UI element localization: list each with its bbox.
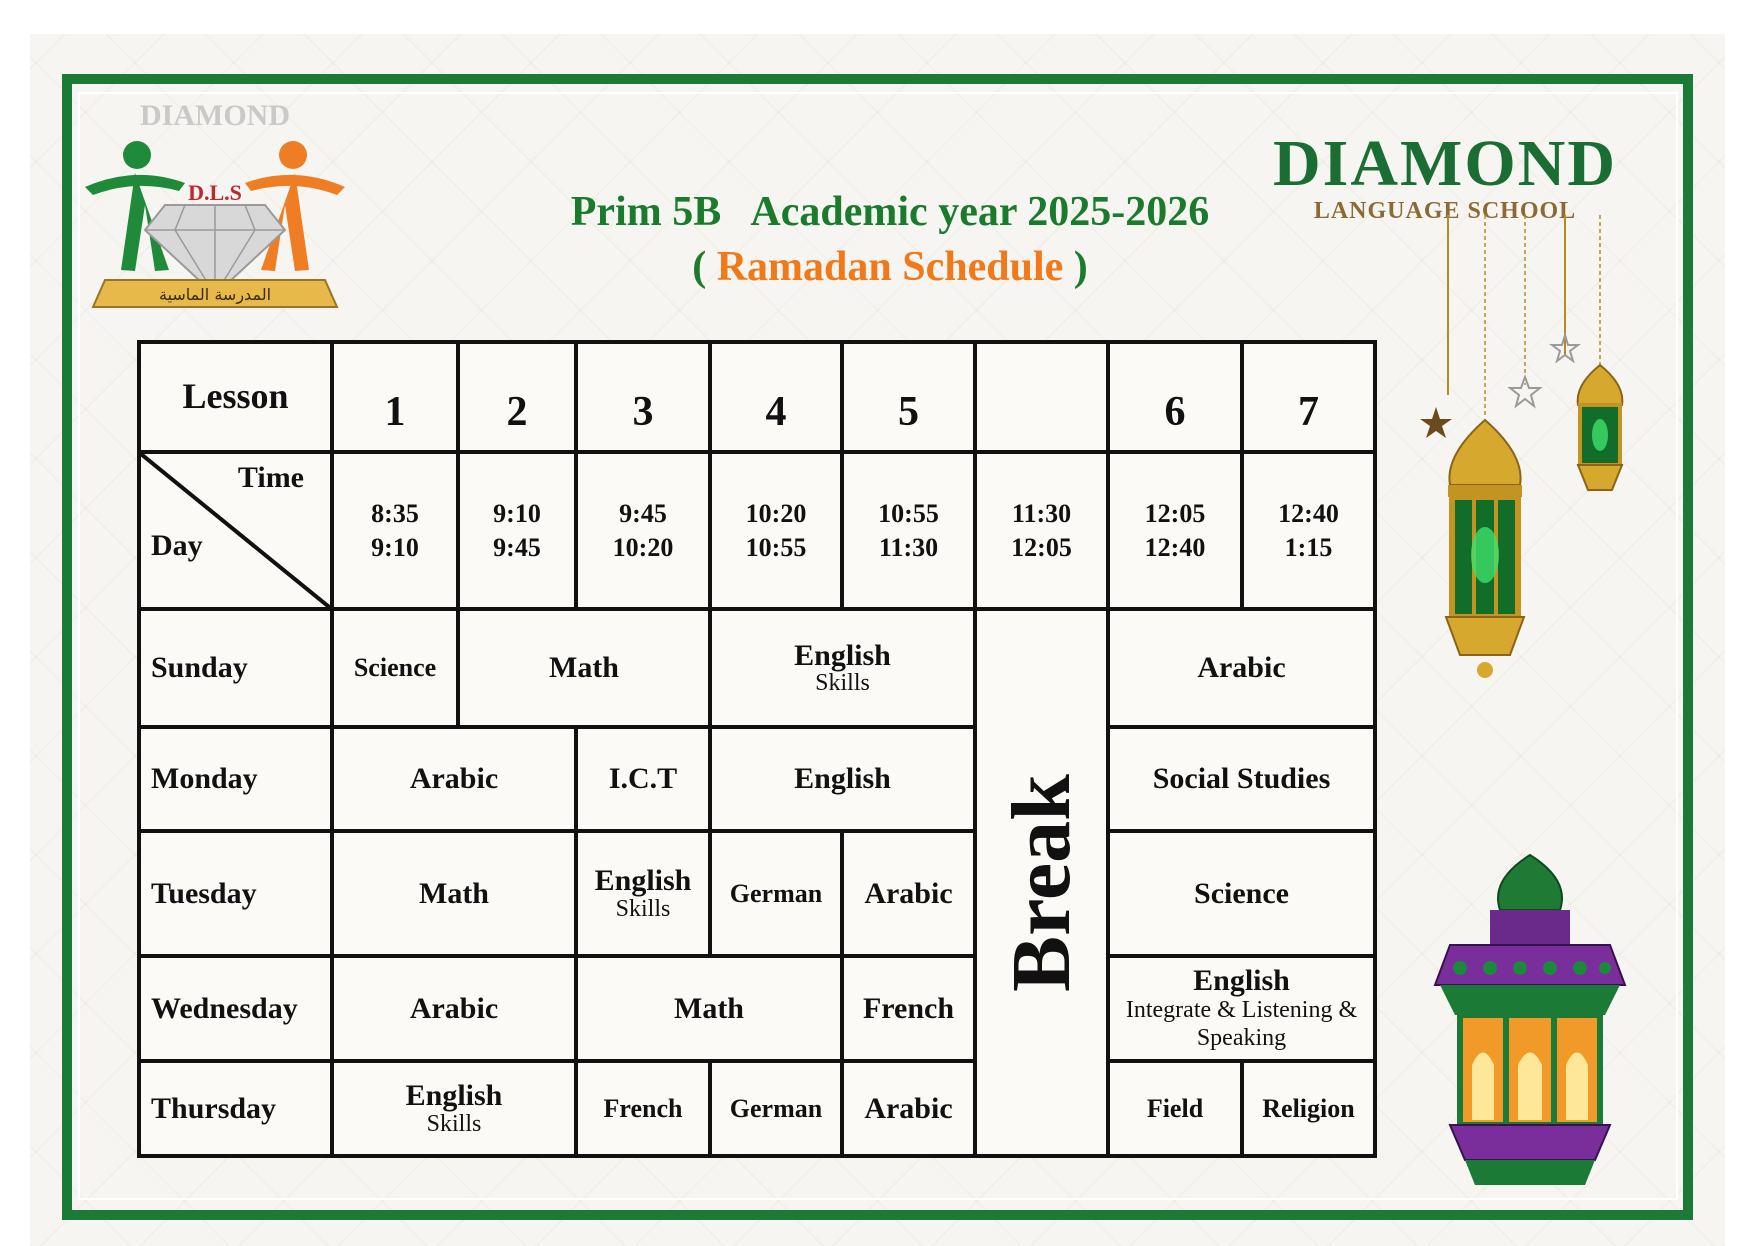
class-cell: I.C.T <box>576 727 710 831</box>
class-detail: Skills <box>815 670 870 697</box>
class-cell: Arabic <box>332 727 576 831</box>
break-label: Break <box>994 773 1088 992</box>
time-start: 12:05 <box>1144 498 1206 528</box>
day-row-thursday <box>139 1061 1375 1156</box>
lesson-number: 2 <box>458 342 576 452</box>
class-cell: Arabic <box>1108 609 1375 727</box>
class-cell: Field <box>1108 1061 1242 1156</box>
time-end: 11:30 <box>878 532 939 562</box>
time-slot <box>1242 452 1375 609</box>
class-cell: Religion <box>1242 1061 1375 1156</box>
star-icon <box>1510 377 1540 406</box>
class-cell: Social Studies <box>1108 727 1375 831</box>
class-cell: Arabic <box>842 1061 975 1156</box>
time-start: 9:45 <box>619 498 667 528</box>
day-row-sunday <box>139 609 1375 727</box>
time-slot <box>1108 452 1242 609</box>
class-cell: French <box>842 956 975 1061</box>
day-row-wednesday <box>139 956 1375 1061</box>
time-start: 10:20 <box>745 498 807 528</box>
time-end: 12:05 <box>1011 532 1072 562</box>
star-icon <box>1420 407 1452 438</box>
class-subject: English <box>1193 963 1290 997</box>
logo-watermark-text: DIAMOND <box>140 99 290 132</box>
lesson-number: 5 <box>842 342 975 452</box>
break-column <box>975 609 1108 1156</box>
day-name: Wednesday <box>139 956 332 1061</box>
class-cell: German <box>710 831 842 956</box>
time-end: 10:20 <box>612 532 674 562</box>
class-cell: Science <box>332 609 458 727</box>
time-row <box>139 452 1375 609</box>
time-slot-break <box>975 452 1108 609</box>
gold-lantern-small-icon <box>1578 365 1623 490</box>
ramadan-lantern-decoration <box>1420 850 1640 1200</box>
time-start: 11:30 <box>1011 498 1072 528</box>
time-end: 1:15 <box>1284 532 1333 562</box>
class-cell: Arabic <box>842 831 975 956</box>
lesson-number-break <box>975 342 1108 452</box>
time-slot <box>458 452 576 609</box>
class-cell: French <box>576 1061 710 1156</box>
brand-subtitle: LANGUAGE SCHOOL <box>1313 198 1577 224</box>
class-cell: Math <box>576 956 842 1061</box>
time-end: 9:45 <box>493 532 541 562</box>
timetable <box>137 340 1377 1158</box>
school-brand <box>1250 128 1640 225</box>
class-subject: English <box>794 638 891 672</box>
subtitle-open-paren: ( <box>692 244 717 290</box>
class-detail: Skills <box>615 895 671 922</box>
day-row-tuesday <box>139 831 1375 956</box>
day-name: Thursday <box>139 1061 332 1156</box>
school-logo <box>75 95 355 330</box>
time-end: 9:10 <box>371 532 419 562</box>
day-name: Tuesday <box>139 831 332 956</box>
day-label: Day <box>151 528 203 562</box>
lesson-number: 7 <box>1242 342 1375 452</box>
lesson-number: 6 <box>1108 342 1242 452</box>
class-subject: English <box>405 1079 503 1113</box>
page-title: Prim 5B Academic year 2025-2026 <box>570 189 1210 235</box>
class-cell <box>332 1061 576 1156</box>
class-cell: Math <box>458 609 710 727</box>
class-cell: Arabic <box>332 956 576 1061</box>
class-cell <box>576 831 710 956</box>
time-slot <box>576 452 710 609</box>
class-cell: German <box>710 1061 842 1156</box>
lesson-number-row <box>139 342 1375 452</box>
time-end: 10:55 <box>745 532 807 562</box>
class-cell <box>710 609 975 727</box>
class-cell: Math <box>332 831 576 956</box>
class-subject: English <box>594 864 692 898</box>
time-slot <box>842 452 975 609</box>
brand-name: DIAMOND <box>1273 127 1617 200</box>
page-subtitle <box>480 243 1300 291</box>
lesson-number: 3 <box>576 342 710 452</box>
time-start: 9:10 <box>493 498 541 528</box>
day-name: Sunday <box>139 609 332 727</box>
time-end: 12:40 <box>1144 532 1206 562</box>
hanging-lanterns-decoration <box>1400 215 1640 715</box>
lesson-number: 4 <box>710 342 842 452</box>
day-row-monday <box>139 727 1375 831</box>
class-detail: Integrate & Listening & Speaking <box>1125 997 1358 1052</box>
subtitle-ramadan-schedule: Ramadan Schedule <box>716 244 1064 290</box>
class-cell: Science <box>1108 831 1375 956</box>
logo-dls-text: D.L.S <box>188 180 242 205</box>
class-cell: English <box>710 727 975 831</box>
time-day-corner-cell <box>139 452 332 609</box>
subtitle-close-paren: ) <box>1063 244 1088 290</box>
time-start: 8:35 <box>371 498 419 528</box>
lesson-number: 1 <box>332 342 458 452</box>
class-cell <box>1108 956 1375 1061</box>
time-start: 12:40 <box>1278 498 1339 528</box>
gold-lantern-icon <box>1446 420 1524 678</box>
lesson-header: Lesson <box>139 342 332 452</box>
day-name: Monday <box>139 727 332 831</box>
logo-ribbon-text: المدرسة الماسية <box>158 285 272 304</box>
time-slot <box>710 452 842 609</box>
class-detail: Skills <box>426 1110 482 1137</box>
time-start: 10:55 <box>878 498 939 528</box>
time-slot <box>332 452 458 609</box>
time-label: Time <box>237 461 304 494</box>
